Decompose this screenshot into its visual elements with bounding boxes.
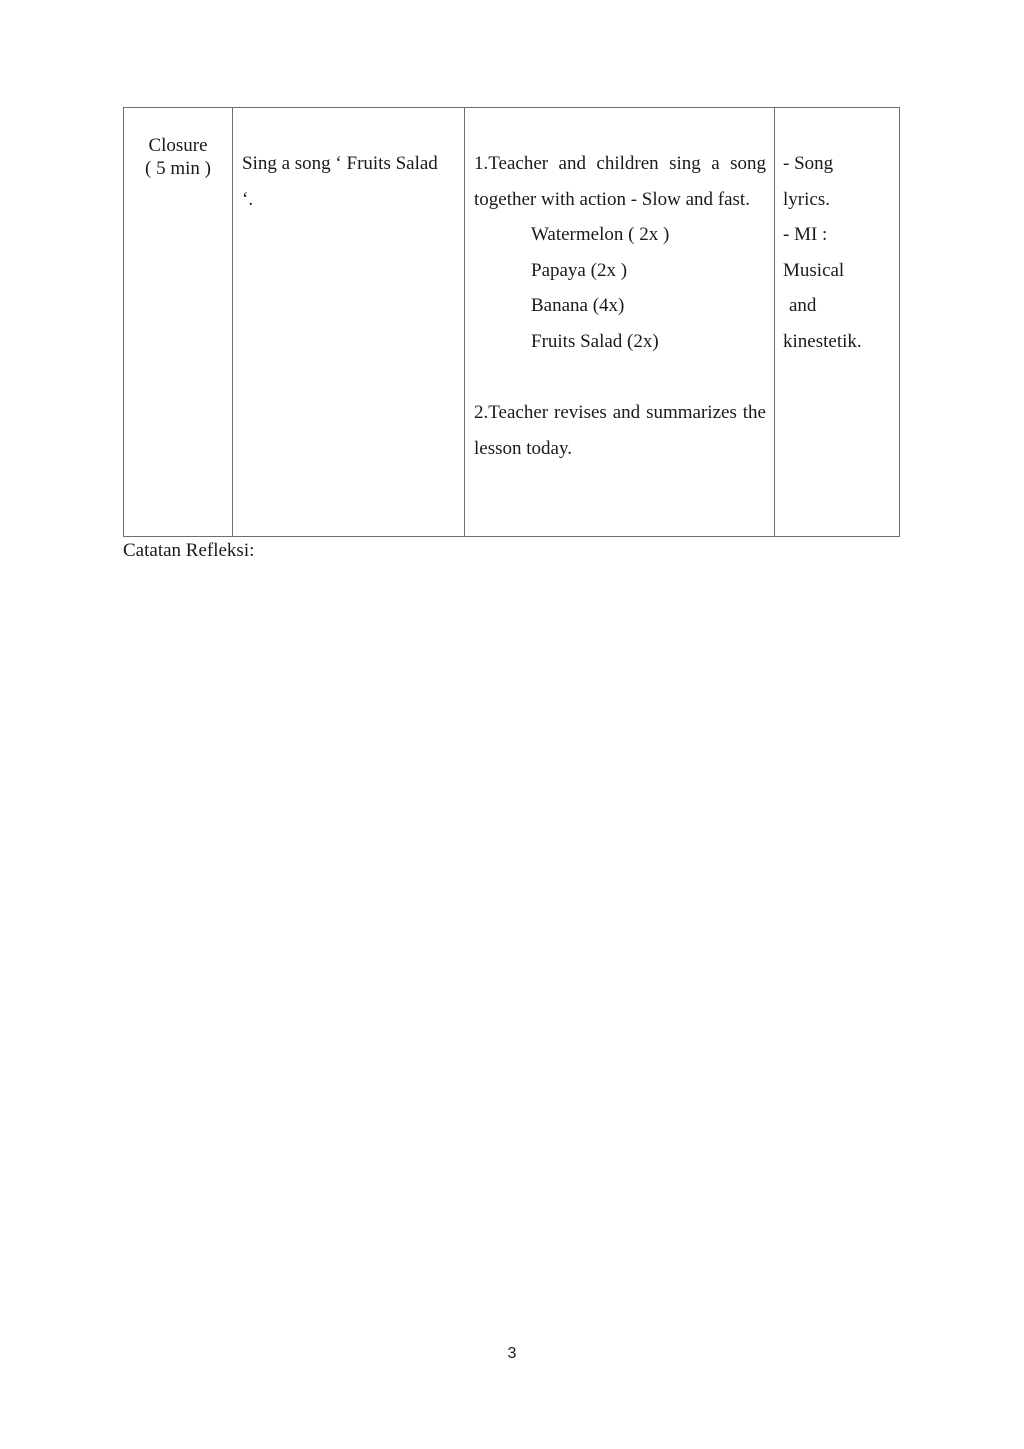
page-number: 3 <box>507 1345 517 1362</box>
lesson-plan-table <box>123 107 900 537</box>
stage-name: Closure <box>148 135 208 156</box>
song-list <box>474 217 766 359</box>
activity-step-2: 2.Teacher revises and summarizes the lesson today. <box>474 402 766 459</box>
stage-cell <box>124 108 233 537</box>
content-line-1: Sing a song ‘ Fruits Salad <box>242 153 438 174</box>
notes-line: kinestetik. <box>783 330 862 352</box>
activity-step-1: 1.Teacher and children sing a song together with action - Slow and fast. <box>474 153 766 210</box>
stage-duration: ( 5 min ) <box>145 158 211 179</box>
song-line: Papaya (2x ) <box>531 259 628 281</box>
notes-line: and <box>789 295 817 316</box>
content-cell <box>233 108 465 537</box>
content-line-2: ‘. <box>242 188 254 210</box>
song-line: Fruits Salad (2x) <box>531 330 659 352</box>
table-row <box>124 108 900 537</box>
notes-line: - Song <box>783 153 834 174</box>
notes-line: lyrics. <box>783 188 830 210</box>
notes-line: Musical <box>783 259 845 281</box>
notes-line: - MI : <box>783 224 828 245</box>
reflection-label: Catatan Refleksi: <box>123 540 255 561</box>
song-line: Watermelon ( 2x ) <box>531 224 670 245</box>
activity-cell <box>465 108 775 537</box>
notes-cell <box>775 108 900 537</box>
spacer <box>474 359 766 395</box>
song-line: Banana (4x) <box>531 295 625 316</box>
